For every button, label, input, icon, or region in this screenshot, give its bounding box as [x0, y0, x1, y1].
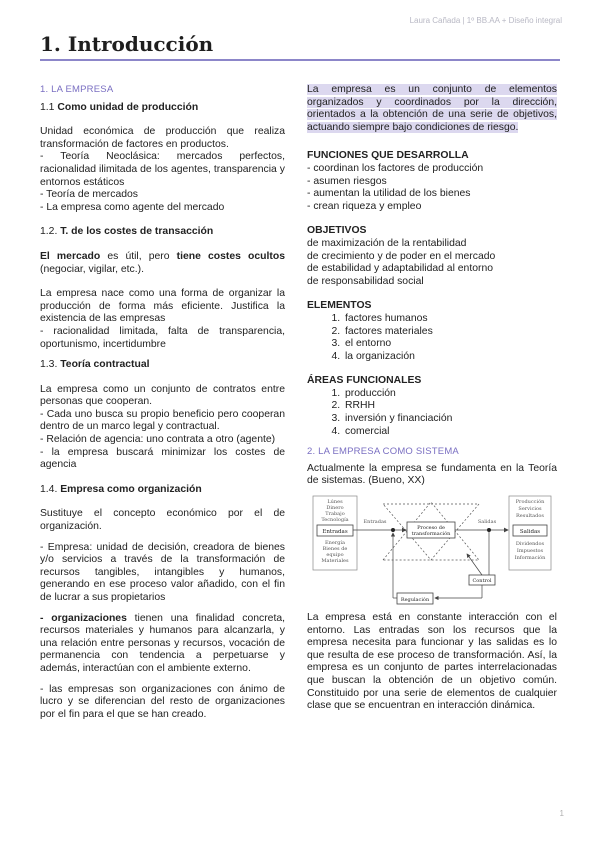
- paragraph: Sustituye el concepto económico por el de organización.: [40, 508, 285, 533]
- paragraph: - Empresa: unidad de decisión, creadora de bienes y/o servicios a través de la transformación de recursos tangibles, intangibles y humanos, generando en ese proceso valor añadido, con el fin de lucrar a sus propietarios: [40, 541, 285, 603]
- list-item: - Cada uno busca su propio beneficio pero cooperan dentro de un marco legal y contractual.: [40, 408, 285, 433]
- inputs-box-label: Entradas: [322, 529, 348, 536]
- list-item: - Teoría Neoclásica: mercados perfectos, racionalidad ilimitada de los agentes, transparencia y entornos estáticos: [40, 151, 285, 188]
- control-arrow: [467, 554, 482, 575]
- left-column: [40, 84, 285, 721]
- list-item: 4. la organización: [343, 351, 557, 364]
- output-item: Información: [514, 555, 546, 562]
- list-item: 2. RRHH: [343, 400, 557, 413]
- process-label: transformación: [411, 531, 451, 538]
- title-divider: [40, 59, 560, 61]
- heading-elementos: ELEMENTOS: [307, 300, 372, 312]
- paragraph: Actualmente la empresa se fundamenta en la Teoría de sistemas. (Bueno, XX): [307, 462, 557, 487]
- running-head: Laura Cañada | 1º BB.AA + Diseño integral: [409, 16, 562, 25]
- output-item: Impuestos: [516, 548, 544, 555]
- regulation-label: Regulación: [400, 597, 430, 604]
- elementos-list: [307, 313, 557, 363]
- list-item: de crecimiento y de poder en el mercado: [307, 250, 496, 262]
- right-column: [307, 84, 557, 713]
- list-item: de maximización de la rentabilidad: [307, 237, 467, 249]
- list-item: - asumen riesgos: [307, 175, 387, 187]
- list-item: 4. comercial: [343, 426, 557, 439]
- input-item: Trabajo: [325, 511, 345, 518]
- list-item: 2. factores materiales: [343, 326, 557, 339]
- page-number: 1: [559, 809, 564, 818]
- list-item: - crean riqueza y empleo: [307, 200, 422, 212]
- heading-funciones: FUNCIONES QUE DESARROLLA: [307, 150, 469, 162]
- input-item: Dinero: [326, 505, 344, 512]
- list-item: 3. el entorno: [343, 338, 557, 351]
- list-item: - Relación de agencia: uno contrata a otro (agente): [40, 434, 276, 446]
- section-heading-empresa: 1. LA EMPRESA: [40, 84, 114, 95]
- control-label: Control: [472, 578, 492, 585]
- list-item: - aumentan la utilidad de los bienes: [307, 188, 471, 200]
- definition-highlight: La empresa es un conjunto de elementos organizados y coordinados por la dirección, orientados a la obtención de una serie de objetivos, actuando siempre bajo condiciones de riesgo.: [307, 84, 557, 133]
- output-item: Producción: [515, 499, 545, 506]
- input-item: Bienes de: [322, 546, 348, 553]
- areas-list: [307, 388, 557, 438]
- entradas-arrow-label: Entradas: [363, 519, 387, 526]
- list-item: - coordinan los factores de producción: [307, 162, 484, 174]
- process-label: Proceso de: [417, 525, 445, 532]
- list-item: de estabilidad y adaptabilidad al entorno: [307, 263, 494, 275]
- heading-areas: ÁREAS FUNCIONALES: [307, 375, 422, 387]
- input-item: Energía: [325, 540, 345, 547]
- list-item: - racionalidad limitada, falta de transparencia, oportunismo, incertidumbre: [40, 325, 285, 350]
- subheading-1-2: 1.2. T. de los costes de transacción: [40, 226, 214, 238]
- heading-objetivos: OBJETIVOS: [307, 225, 367, 237]
- salidas-node: [487, 528, 491, 532]
- list-item: - la empresa buscará minimizar los costes de agencia: [40, 446, 285, 471]
- list-item: 1. factores humanos: [343, 313, 557, 326]
- paragraph: Unidad económica de producción que realiza transformación de factores en productos.: [40, 126, 285, 150]
- paragraph: La empresa nace como una forma de organizar la producción de forma más eficiente. Justifica la existencia de las empresas: [40, 288, 285, 325]
- output-item: Dividendos: [515, 541, 545, 548]
- subheading-1-4: 1.4. Empresa como organización: [40, 483, 202, 495]
- input-item: equipo: [326, 552, 344, 559]
- paragraph: - las empresas son organizaciones con ánimo de lucro y se diferencian del resto de organizaciones por el fin para el que se han creado.: [40, 683, 285, 720]
- list-item: 1. producción: [343, 388, 557, 401]
- list-item: - La empresa como agente del mercado: [40, 201, 225, 213]
- page-title: 1. Introducción: [40, 32, 214, 56]
- output-item: Servicios: [518, 506, 542, 513]
- paragraph: - organizaciones tienen una finalidad concreta, recursos materiales y humanos para alcanzarla, y una relación entre personas y recursos, vocación de permanencia con tendencia a perpetuarse y además, interactúan con el ambiente externo.: [40, 612, 286, 674]
- entradas-node: [391, 528, 395, 532]
- list-item: de responsabilidad social: [307, 275, 424, 287]
- section-heading-sistema: 2. LA EMPRESA COMO SISTEMA: [307, 446, 459, 458]
- paragraph: La empresa está en constante interacción con el entorno. Las entradas son los recursos que la empresa necesita para funcionar y las salidas es lo que resulta de ese proceso de transformación. Así, la empresa es un conjunto de partes interrelacionadas que buscan la obtención de un objetivo común. Constituido por una serie de elementos de cualquier clase que se encuentran en interacción dinámica.: [307, 612, 557, 712]
- system-diagram: [309, 494, 555, 606]
- paragraph: El mercado es útil, pero tiene costes ocultos (negociar, vigilar, etc.).: [40, 250, 285, 275]
- subheading-1-3: 1.3. Teoría contractual: [40, 359, 150, 371]
- input-item: Tecnología: [321, 517, 349, 524]
- output-item: Resultados: [516, 513, 544, 520]
- paragraph: La empresa como un conjunto de contratos entre personas que cooperan.: [40, 383, 285, 408]
- input-item: Materiales: [321, 558, 349, 565]
- list-item: 3. inversión y financiación: [343, 413, 557, 426]
- list-item: - Teoría de mercados: [40, 189, 138, 201]
- salidas-arrow-label: Salidas: [477, 519, 497, 526]
- input-item: Lúnes: [327, 499, 343, 506]
- outputs-box-label: Salidas: [519, 529, 541, 536]
- subheading-1-1: 1.1 Como unidad de producción: [40, 101, 199, 113]
